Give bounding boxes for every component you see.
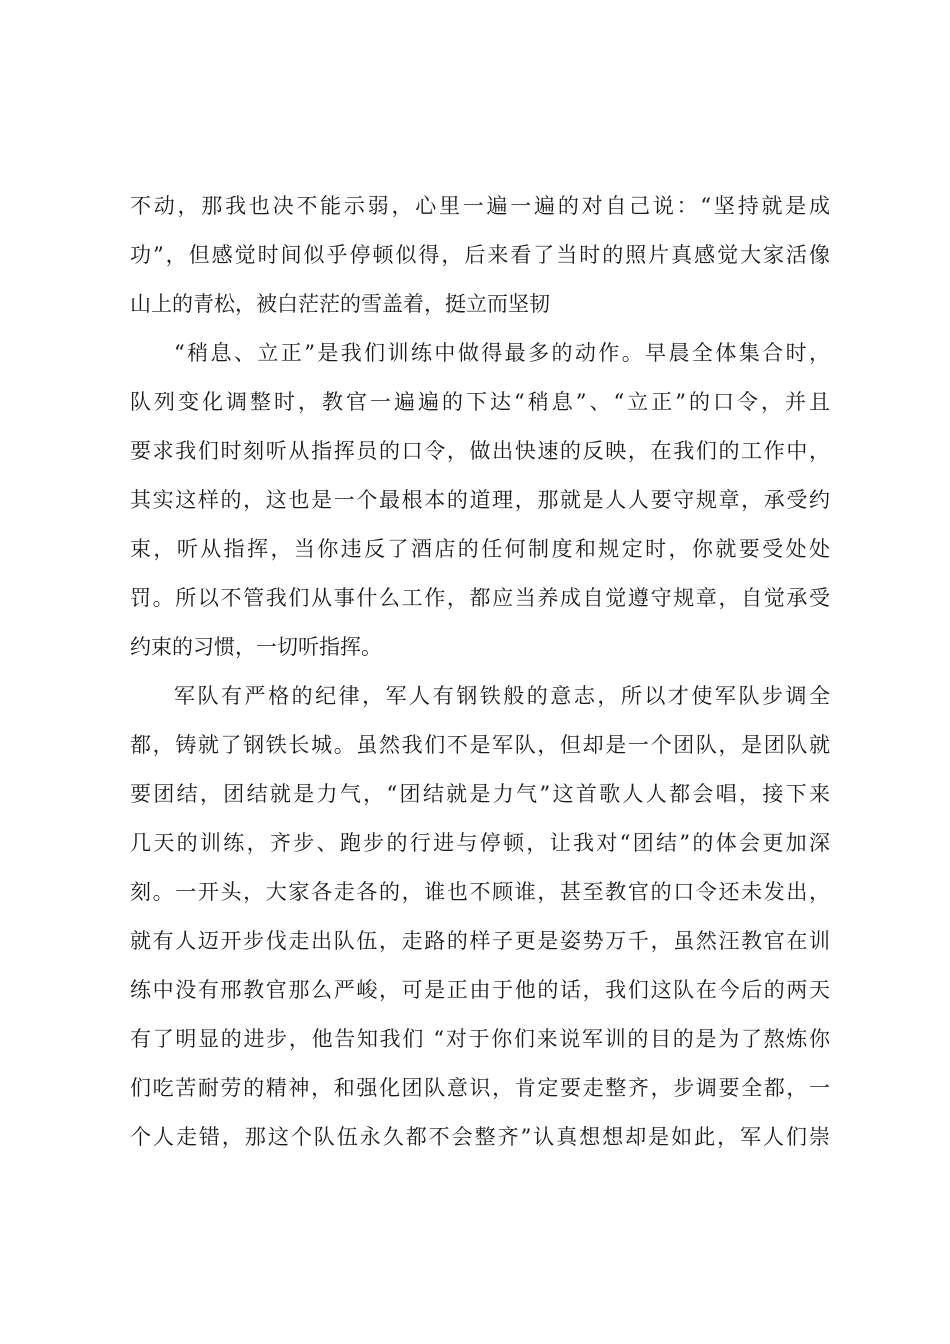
- text-line: 其实这样的，这也是一个最根本的道理，那就是人人要守规章，承受约: [130, 488, 830, 512]
- text-line: 队列变化调整时，教官一遍遍的下达“稍息”、“立正”的口令，并且: [130, 390, 830, 414]
- text-line: 要团结，团结就是力气，“团结就是力气”这首歌人人都会唱，接下来: [130, 782, 830, 806]
- text-line: 不动，那我也决不能示弱，心里一遍一遍的对自己说：“坚持就是成: [130, 194, 830, 218]
- text-line: 功”，但感觉时间似乎停顿似得，后来看了当时的照片真感觉大家活像: [130, 243, 830, 267]
- text-line: 就有人迈开步伐走出队伍，走路的样子更是姿势万千，虽然汪教官在训: [130, 929, 830, 953]
- text-line: 刻。一开头，大家各走各的，谁也不顾谁，甚至教官的口令还未发出，: [130, 880, 830, 904]
- text-line: 个人走错，那这个队伍永久都不会整齐”认真想想却是如此，军人们崇: [130, 1125, 830, 1149]
- text-line: 练中没有邢教官那么严峻，可是正由于他的话，我们这队在今后的两天: [130, 978, 830, 1002]
- text-line: 都，铸就了钢铁长城。虽然我们不是军队，但却是一个团队，是团队就: [130, 733, 830, 757]
- text-line: 军队有严格的纪律，军人有钢铁般的意志，所以才使军队步调全: [174, 684, 830, 708]
- text-line: 山上的青松，被白茫茫的雪盖着，挺立而坚韧: [130, 292, 550, 316]
- text-line: 罚。所以不管我们从事什么工作，都应当养成自觉遵守规章，自觉承受: [130, 586, 830, 610]
- text-line: 几天的训练，齐步、跑步的行进与停顿，让我对“团结”的体会更加深: [130, 831, 830, 855]
- body-text: [130, 182, 830, 1162]
- text-line: “稍息、立正”是我们训练中做得最多的动作。早晨全体集合时，: [174, 341, 830, 365]
- text-line: 们吃苦耐劳的精神，和强化团队意识，肯定要走整齐，步调要全都，一: [130, 1076, 830, 1100]
- text-line: 约束的习惯，一切听指挥。: [130, 635, 382, 659]
- text-line: 要求我们时刻听从指挥员的口令，做出快速的反映，在我们的工作中，: [130, 439, 830, 463]
- text-line: 束，听从指挥，当你违反了酒店的任何制度和规定时，你就要受处处: [130, 537, 830, 561]
- text-line: 有了明显的进步，他告知我们 “对于你们来说军训的目的是为了熬炼你: [130, 1027, 830, 1051]
